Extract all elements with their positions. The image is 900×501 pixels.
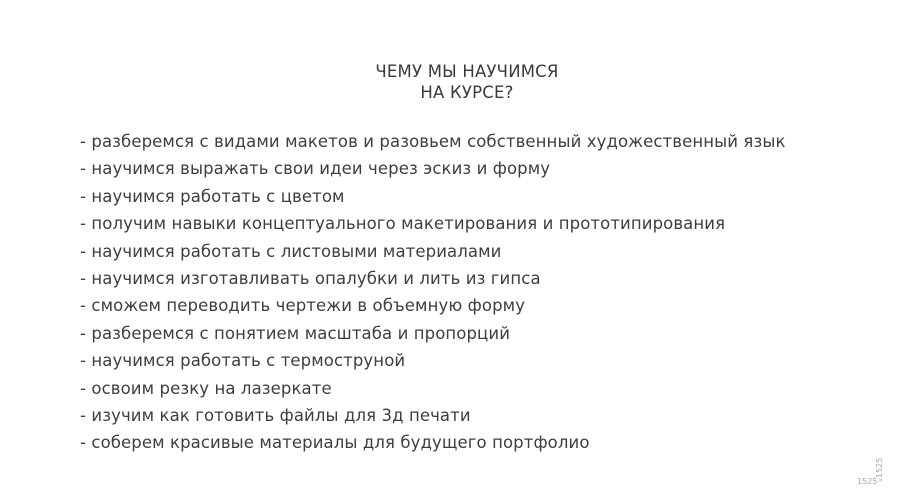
size-watermark xyxy=(857,456,887,488)
list-item: - научимся выражать свои идеи через эскиз и форму xyxy=(80,159,551,179)
title-line-1: ЧЕМУ МЫ НАУЧИМСЯ xyxy=(375,62,559,81)
learning-outcomes-list xyxy=(80,128,786,457)
list-item: - научимся изготавливать опалубки и лить из гипса xyxy=(80,269,541,289)
title-line-2: НА КУРСЕ? xyxy=(420,83,514,102)
list-item: - соберем красивые материалы для будущего портфолио xyxy=(80,433,590,453)
watermark-height: 1525 xyxy=(875,457,884,478)
list-item: - изучим как готовить файлы для 3д печати xyxy=(80,406,471,426)
watermark-width: 1525 xyxy=(857,477,878,486)
slide-title xyxy=(0,61,900,103)
list-item: - научимся работать с цветом xyxy=(80,186,345,206)
list-item: - разберемся с видами макетов и разовьем собственный художественный язык xyxy=(80,132,786,151)
list-item: - сможем переводить чертежи в объемную форму xyxy=(80,296,526,316)
watermark-separator: × xyxy=(878,477,884,484)
list-item: - получим навыки концептуального макетирования и прототипирования xyxy=(80,214,726,234)
list-item: - научимся работать с листовыми материалами xyxy=(80,241,502,261)
list-item: - научимся работать с термоструной xyxy=(80,351,406,371)
list-item: - освоим резку на лазеркате xyxy=(80,378,332,398)
list-item: - разберемся с понятием масштаба и пропорций xyxy=(80,323,511,343)
